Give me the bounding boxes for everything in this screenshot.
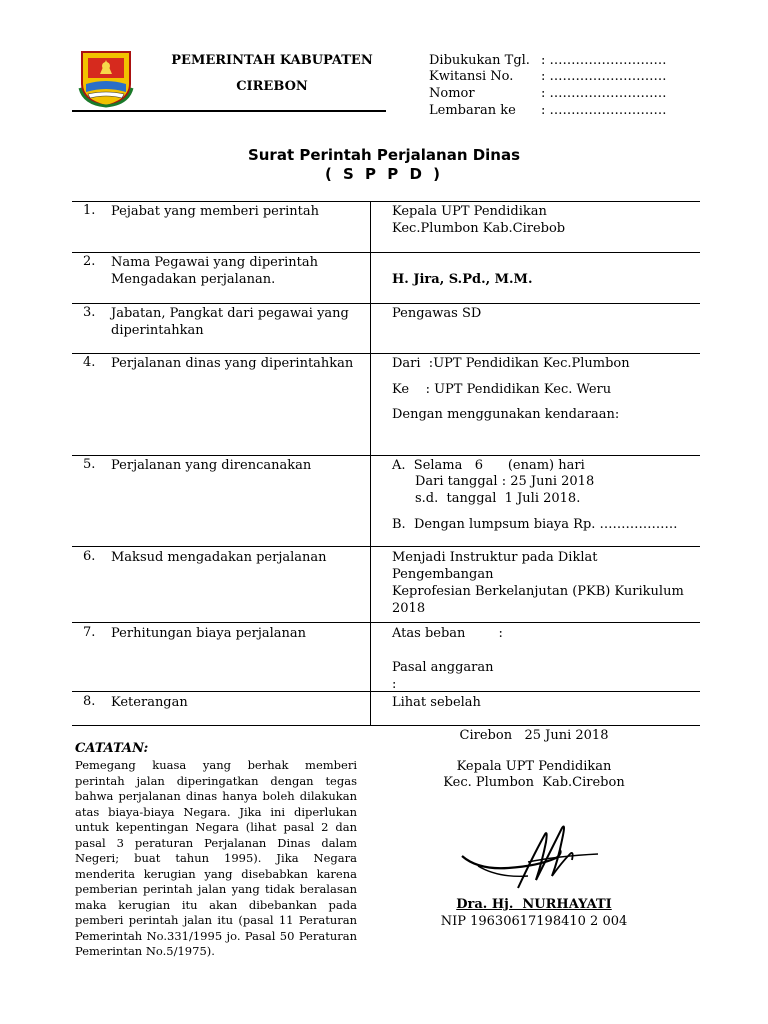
value-line: Kec.Plumbon Kab.Cirebob: [392, 221, 566, 236]
notes-title: CATATAN:: [75, 741, 149, 756]
place-date: Cirebon 25 Juni 2018: [459, 728, 609, 743]
meta-value-nomor: : ………………………: [541, 86, 667, 101]
meta-label-lembaran: Lembaran ke: [429, 103, 516, 118]
document-subtitle: ( S P P D ): [324, 165, 444, 183]
row-value-lumpsum: B. Dengan lumpsum biaya Rp. ………………: [392, 517, 678, 532]
government-name-line2: CIREBON: [236, 79, 308, 94]
handwritten-signature-icon: [458, 818, 618, 898]
employee-name: H. Jira, S.Pd., M.M.: [392, 272, 533, 287]
row-label: Perjalanan yang direncanakan: [111, 458, 312, 473]
row-label: Nama Pegawai yang diperintah Mengadakan perjalanan.: [111, 255, 318, 287]
table-top-border: [72, 201, 700, 202]
row-number: 7.: [83, 625, 96, 640]
meta-value-lembaran: : ………………………: [541, 103, 667, 118]
row-value-vehicle: Dengan menggunakan kendaraan:: [392, 407, 620, 422]
table-column-divider: [370, 201, 371, 725]
table-row-divider: [72, 303, 700, 304]
row-label: Keterangan: [111, 695, 188, 710]
signer-nip: NIP 19630617198410 2 004: [440, 914, 628, 929]
table-row-divider: [72, 622, 700, 623]
row-value: Menjadi Instruktur pada Diklat Pengembangan Keprofesian Berkelanjutan (PKB) Kurikulum 2018: [392, 550, 684, 616]
meta-value-kwitansi: : ………………………: [541, 69, 667, 84]
row-label: Pejabat yang memberi perintah: [111, 204, 319, 219]
table-row-divider: [72, 455, 700, 456]
value-line: Kepala UPT Pendidikan: [392, 204, 547, 219]
cirebon-regency-emblem-icon: [78, 48, 134, 108]
row-number: 8.: [83, 694, 96, 709]
notes-body: Pemegang kuasa yang berhak memberi perintah jalan diperingatkan dengan tegas bahwa perjalanan dinas hanya boleh dilakukan atas biaya-biaya Negara. Jika ini diperlukan untuk kepentingan Negara (lihat pasal 2 dan pasal 3 peraturan Perjalanan Dinas dalam Negeri; buat tahun 1995). Jika Negara menderita kerugian yang disebabkan karena pemberian perintah jalan yang tidak beralasan maka kerugian itu akan dibebankan pada pemberi perintah jalan itu (pasal 11 Peraturan Pemerintah No.331/1995 jo. Pasal 50 Peraturan Pemerintan No.5/1975).: [75, 758, 357, 958]
row-number: 3.: [83, 305, 96, 320]
row-value-start-date: Dari tanggal : 25 Juni 2018: [415, 474, 595, 489]
row-value: Lihat sebelah: [392, 695, 481, 710]
row-value-from: Dari :UPT Pendidikan Kec.Plumbon: [392, 356, 630, 371]
meta-label-kwitansi: Kwitansi No.: [429, 69, 514, 84]
meta-label-nomor: Nomor: [429, 86, 475, 101]
row-label: Perjalanan dinas yang diperintahkan: [111, 356, 354, 371]
row-value: [392, 203, 692, 237]
row-value-duration: A. Selama 6 (enam) hari: [392, 458, 585, 473]
row-number: 1.: [83, 203, 96, 218]
row-value-article-colon: :: [392, 677, 397, 692]
row-value: Pengawas SD: [392, 306, 482, 321]
signer-position-line2: Kec. Plumbon Kab.Cirebon: [443, 775, 625, 790]
row-number: 5.: [83, 457, 96, 472]
header-divider: [72, 110, 386, 112]
government-name-line1: PEMERINTAH KABUPATEN: [171, 53, 373, 68]
table-row-divider: [72, 252, 700, 253]
meta-value-dibukukan: : ………………………: [541, 53, 667, 68]
row-label: Maksud mengadakan perjalanan: [111, 550, 327, 565]
meta-label-dibukukan: Dibukukan Tgl.: [429, 53, 530, 68]
signer-name: Dra. Hj. NURHAYATI: [456, 897, 612, 912]
signer-position-line1: Kepala UPT Pendidikan: [456, 759, 612, 774]
table-row-divider: [72, 546, 700, 547]
row-label: Perhitungan biaya perjalanan: [111, 626, 307, 641]
row-value-article: Pasal anggaran: [392, 660, 494, 675]
row-number: 6.: [83, 549, 96, 564]
row-number: 4.: [83, 355, 96, 370]
row-value-budget: Atas beban :: [392, 626, 503, 641]
table-bottom-border: [72, 725, 700, 726]
table-row-divider: [72, 353, 700, 354]
row-label: Jabatan, Pangkat dari pegawai yang diperintahkan: [111, 306, 349, 338]
row-value-to: Ke : UPT Pendidikan Kec. Weru: [392, 382, 612, 397]
document-title: Surat Perintah Perjalanan Dinas: [247, 146, 521, 164]
row-value-end-date: s.d. tanggal 1 Juli 2018.: [415, 491, 581, 506]
row-number: 2.: [83, 254, 96, 269]
